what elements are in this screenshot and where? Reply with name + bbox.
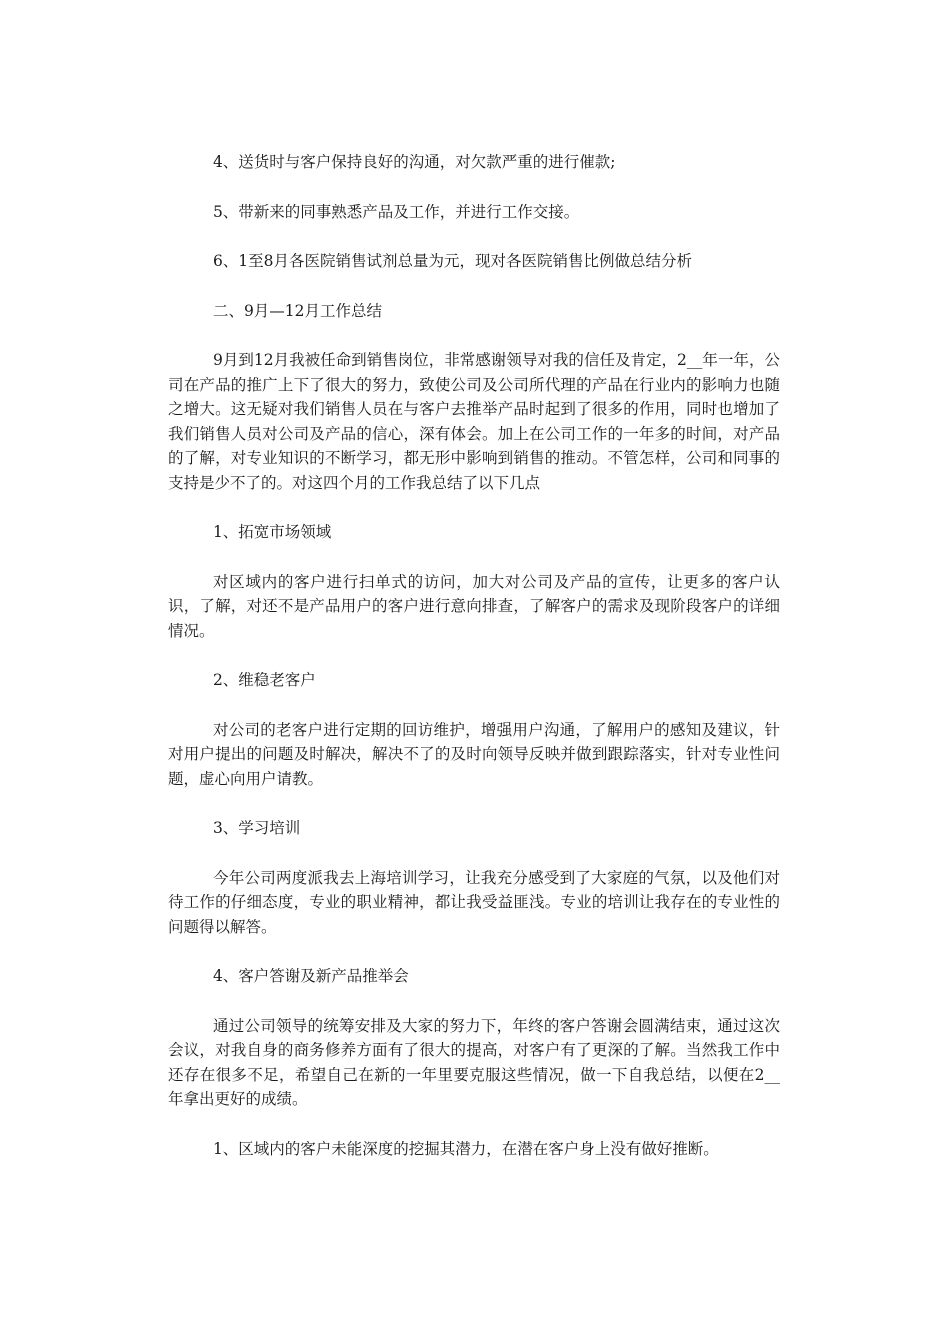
section-heading: 二、9月—12月工作总结 xyxy=(212,301,383,320)
list-item: 4、送货时与客户保持良好的沟通，对欠款严重的进行催款; xyxy=(212,153,616,171)
list-item: 5、带新来的同事熟悉产品及工作，并进行工作交接。 xyxy=(212,202,580,221)
subheading: 4、客户答谢及新产品推举会 xyxy=(212,967,409,985)
document-body xyxy=(168,150,780,1186)
subheading: 1、拓宽市场领域 xyxy=(212,523,332,541)
body-paragraph: 对公司的老客户进行定期的回访维护，增强用户沟通，了解用户的感知及建议，针对用户提出的问题及时解决，解决不了的及时向领导反映并做到跟踪落实，针对专业性问题，虚心向用户请教。 xyxy=(168,720,780,788)
subheading: 3、学习培训 xyxy=(212,819,301,837)
body-paragraph: 今年公司两度派我去上海培训学习，让我充分感受到了大家庭的气氛，以及他们对待工作的仔细态度，专业的职业精神，都让我受益匪浅。专业的培训让我存在的专业性的问题得以解答。 xyxy=(168,868,780,936)
subheading: 2、维稳老客户 xyxy=(212,671,316,689)
body-paragraph: 9月到12月我被任命到销售岗位，非常感谢领导对我的信任及肯定，2__年一年，公司在产品的推广上下了很大的努力，致使公司及公司所代理的产品在行业内的影响力也随之增大。这无疑对我们销售人员在与客户去推举产品时起到了很多的作用，同时也增加了我们销售人员对公司及产品的信心，深有体会。加上在公司工作的一年多的时间，对产品的了解，对专业知识的不断学习，都无形中影响到销售的推动。不管怎样，公司和同事的支持是少不了的。对这四个月的工作我总结了以下几点 xyxy=(168,351,780,492)
body-paragraph: 通过公司领导的统筹安排及大家的努力下，年终的客户答谢会圆满结束，通过这次会议，对我自身的商务修养方面有了很大的提高，对客户有了更深的了解。当然我工作中还存在很多不足，希望自己在新的一年里要克服这些情况，做一下自我总结，以便在2__年拿出更好的成绩。 xyxy=(168,1016,780,1108)
list-item: 6、1至8月各医院销售试剂总量为元，现对各医院销售比例做总结分析 xyxy=(212,252,693,270)
list-item: 1、区域内的客户未能深度的挖掘其潜力，在潜在客户身上没有做好推断。 xyxy=(212,1139,719,1158)
body-paragraph: 对区域内的客户进行扫单式的访问，加大对公司及产品的宣传，让更多的客户认识，了解，对还不是产品用户的客户进行意向排查，了解客户的需求及现阶段客户的详细情况。 xyxy=(168,572,780,640)
